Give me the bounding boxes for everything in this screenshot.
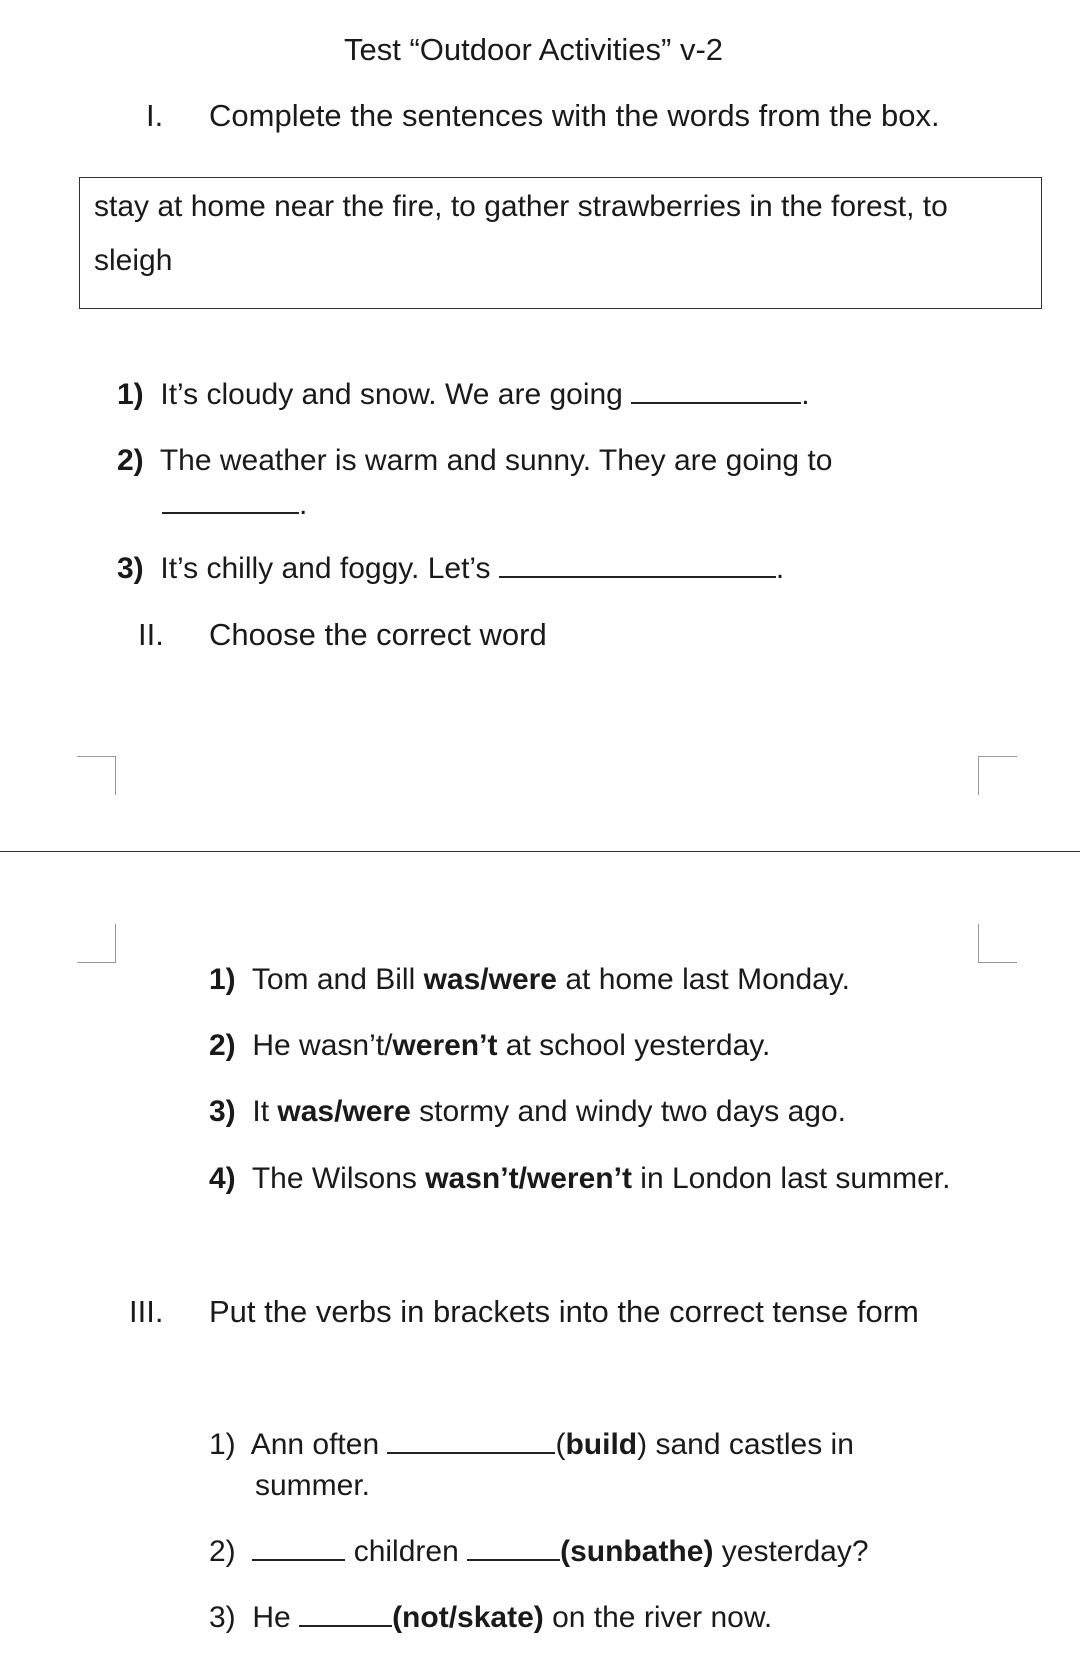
item-text: It [252,1095,278,1128]
section-3-heading: Put the verbs in brackets into the correct tense form [209,1294,919,1329]
s1-item-2-line2 [162,488,307,522]
s2-item-2 [209,1029,770,1063]
item-text: He [252,1601,291,1634]
item-text: It’s cloudy and snow. We are going [160,378,623,411]
s3-item-3 [209,1601,772,1635]
word-choice: wasn’t/weren’t [425,1162,632,1195]
item-text: Ann often [250,1428,380,1461]
page-corner-mark [77,756,116,795]
item-text: on the river now. [543,1601,773,1634]
s2-item-1 [209,963,850,997]
answer-blank[interactable] [631,378,801,404]
page-corner-mark [978,924,1017,963]
s1-item-3 [117,552,784,586]
page-title: Test “Outdoor Activities” v-2 [344,32,724,67]
page-break-line [0,851,1080,852]
answer-blank[interactable] [387,1428,555,1454]
item-text: stormy and windy two days ago. [410,1095,847,1128]
item-number: 4) [209,1162,236,1195]
page-corner-mark [77,924,116,963]
item-number: 1) [117,378,144,411]
word-choice: was/were [277,1095,411,1128]
item-number: 2) [209,1029,236,1062]
item-text: The weather is warm and sunny. They are going to [159,444,833,477]
word-choice: weren’t [392,1029,498,1062]
answer-blank[interactable] [252,1535,345,1561]
s1-item-2 [117,444,832,478]
word-choice: was/were [423,963,557,996]
s3-item-1 [209,1428,854,1462]
s2-item-4 [209,1162,950,1196]
item-text: ) sand castles in [637,1428,854,1461]
item-text: Tom and Bill [251,963,424,996]
section-2-number: II. [138,617,164,652]
item-number: 2) [117,444,144,477]
item-number: 1) [209,963,236,996]
item-punct: . [775,552,785,585]
item-text: The Wilsons [251,1162,426,1195]
item-punct: . [299,488,308,521]
item-number: 3) [209,1095,236,1128]
answer-blank[interactable] [299,1601,392,1627]
word-box [79,177,1042,309]
s3-item-2 [209,1535,869,1569]
item-text: children [353,1535,459,1568]
section-1-heading: Complete the sentences with the words from the box. [209,98,940,133]
s1-item-1 [117,378,810,412]
s3-item-1-line2: summer. [255,1469,371,1502]
section-2-heading: Choose the correct word [209,617,547,652]
item-number: 2) [209,1535,236,1568]
word-box-text: stay at home near the fire, to gather strawberries in the forest, to sleigh [94,190,948,277]
item-text: ( [555,1428,566,1461]
answer-blank[interactable] [467,1535,560,1561]
section-3-number: III. [129,1294,164,1329]
item-number: 3) [117,552,144,585]
verb-hint: build [565,1428,638,1461]
item-punct: . [801,378,810,411]
item-text: at home last Monday. [557,963,850,996]
verb-hint: (not/skate) [392,1601,544,1634]
item-text: at school yesterday. [497,1029,771,1062]
item-number: 1) [209,1428,236,1461]
page-corner-mark [978,756,1017,795]
section-1-number: I. [146,98,164,133]
answer-blank[interactable] [499,552,776,578]
item-text: He wasn’t/ [252,1029,393,1062]
item-text: yesterday? [713,1535,869,1568]
item-text: in London last summer. [631,1162,951,1195]
item-number: 3) [209,1601,236,1634]
verb-hint: (sunbathe) [560,1535,714,1568]
item-text: It’s chilly and foggy. Let’s [160,552,491,585]
s2-item-3 [209,1095,846,1129]
answer-blank[interactable] [162,488,299,514]
